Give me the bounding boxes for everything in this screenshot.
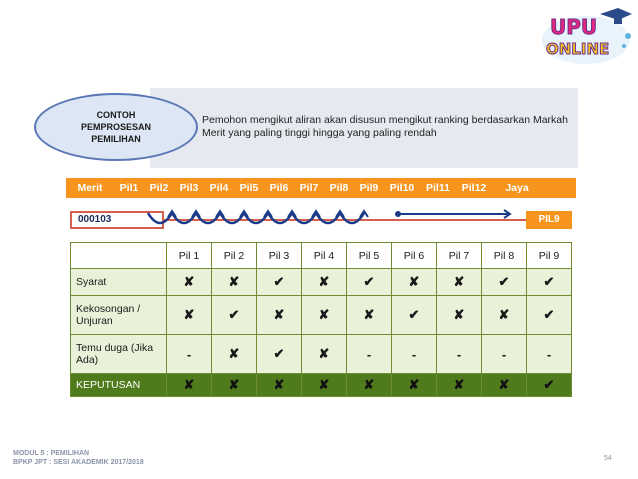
table-header-cell: Pil 8: [482, 243, 527, 269]
table-row: [71, 296, 572, 335]
status-mark: ✘: [437, 269, 482, 296]
table-row: [71, 269, 572, 296]
decision-mark: ✘: [167, 374, 212, 397]
flow-arrows: [66, 205, 576, 233]
flow-arrow-curve: [316, 213, 340, 223]
merit-choice-bar: [66, 178, 576, 198]
flow-arrow-curve: [196, 213, 220, 223]
flow-arrow-line: [398, 210, 510, 218]
flow-arrow-curve: [340, 213, 364, 223]
status-mark: -: [392, 335, 437, 374]
table-row: [71, 335, 572, 374]
table-header-cell: Pil 5: [347, 243, 392, 269]
status-mark: ✘: [167, 296, 212, 335]
status-mark: ✔: [257, 269, 302, 296]
page-number: 54: [604, 455, 612, 462]
flow-arrow-curve: [268, 213, 292, 223]
flow-arrow-curve: [244, 213, 268, 223]
decision-mark: ✘: [257, 374, 302, 397]
merit-bar-cell: Pil7: [299, 182, 319, 194]
footer-session: BPKP JPT : SESI AKADEMIK 2017/2018: [13, 459, 144, 466]
flow-arrow-curve: [148, 213, 172, 223]
status-mark: ✔: [212, 296, 257, 335]
flow-arrow-curve: [172, 213, 196, 223]
logo-line2: ONLINE: [546, 40, 610, 58]
table-header-cell: Pil 2: [212, 243, 257, 269]
status-mark: -: [347, 335, 392, 374]
status-mark: ✘: [212, 335, 257, 374]
merit-bar-cell: Pil3: [179, 182, 199, 194]
merit-bar-cell: Pil6: [269, 182, 289, 194]
decision-mark: ✘: [392, 374, 437, 397]
table-header-cell: Pil 9: [527, 243, 572, 269]
oval-label: CONTOH PEMPROSESAN PEMILIHAN: [80, 110, 151, 144]
selection-table: [70, 242, 572, 397]
decision-mark: ✘: [437, 374, 482, 397]
status-mark: ✔: [347, 269, 392, 296]
logo-line1: UPU: [550, 15, 598, 39]
flow-arrow-curve: [292, 213, 316, 223]
status-mark: -: [527, 335, 572, 374]
footer-module: MODUL 5 : PEMILIHAN: [13, 450, 90, 457]
merit-bar-cell: Pil9: [359, 182, 379, 194]
status-mark: ✘: [392, 269, 437, 296]
status-mark: ✘: [167, 269, 212, 296]
status-mark: ✘: [302, 296, 347, 335]
merit-bar-cell: Pil2: [149, 182, 169, 194]
decision-mark: ✘: [482, 374, 527, 397]
status-mark: ✘: [482, 296, 527, 335]
result-choice: PIL9: [526, 211, 572, 229]
merit-bar-cell: Pil10: [389, 182, 415, 194]
bubble-icon: [625, 33, 631, 39]
decision-label: KEPUTUSAN: [71, 374, 167, 397]
table-header-cell: Pil 3: [257, 243, 302, 269]
status-mark: ✘: [437, 296, 482, 335]
upu-online-logo: [538, 6, 634, 68]
description-text: Pemohon mengikut aliran akan disusun mengikut ranking berdasarkan Markah Merit yang paling tinggi hingga yang paling rendah: [202, 114, 568, 139]
table-header-cell: [71, 243, 167, 269]
status-mark: -: [482, 335, 527, 374]
table-header-cell: Pil 4: [302, 243, 347, 269]
decision-mark: ✘: [347, 374, 392, 397]
status-mark: -: [167, 335, 212, 374]
status-mark: ✘: [302, 269, 347, 296]
merit-bar-cell: Pil11: [426, 182, 450, 194]
status-mark: ✔: [392, 296, 437, 335]
flow-arrow-curve: [220, 213, 244, 223]
table-header-row: [71, 243, 572, 269]
status-mark: ✘: [302, 335, 347, 374]
merit-bar-cell: Pil8: [329, 182, 349, 194]
decision-mark: ✘: [212, 374, 257, 397]
row-label: Kekosongan / Unjuran: [71, 296, 167, 335]
status-mark: ✘: [212, 269, 257, 296]
status-mark: ✘: [347, 296, 392, 335]
table-header-cell: Pil 6: [392, 243, 437, 269]
table-header-cell: Pil 7: [437, 243, 482, 269]
decision-mark: ✔: [527, 374, 572, 397]
status-mark: ✔: [257, 335, 302, 374]
table-header-cell: Pil 1: [167, 243, 212, 269]
merit-bar-cell: Pil4: [209, 182, 229, 194]
merit-bar-cell: Pil5: [239, 182, 259, 194]
example-oval: [34, 93, 198, 161]
merit-bar-cell: Pil12: [461, 182, 487, 194]
status-mark: -: [437, 335, 482, 374]
status-mark: ✘: [257, 296, 302, 335]
status-mark: ✔: [527, 296, 572, 335]
merit-bar-cell: Pil1: [119, 182, 139, 194]
decision-mark: ✘: [302, 374, 347, 397]
row-label: Temu duga (Jika Ada): [71, 335, 167, 374]
status-mark: ✔: [527, 269, 572, 296]
footer: [13, 449, 144, 467]
row-label: Syarat: [71, 269, 167, 296]
status-mark: ✔: [482, 269, 527, 296]
merit-bar-cell: Merit: [77, 182, 103, 194]
decision-row: [71, 374, 572, 397]
applicant-id: 000103: [70, 211, 164, 229]
merit-bar-cell: Jaya: [505, 182, 529, 194]
